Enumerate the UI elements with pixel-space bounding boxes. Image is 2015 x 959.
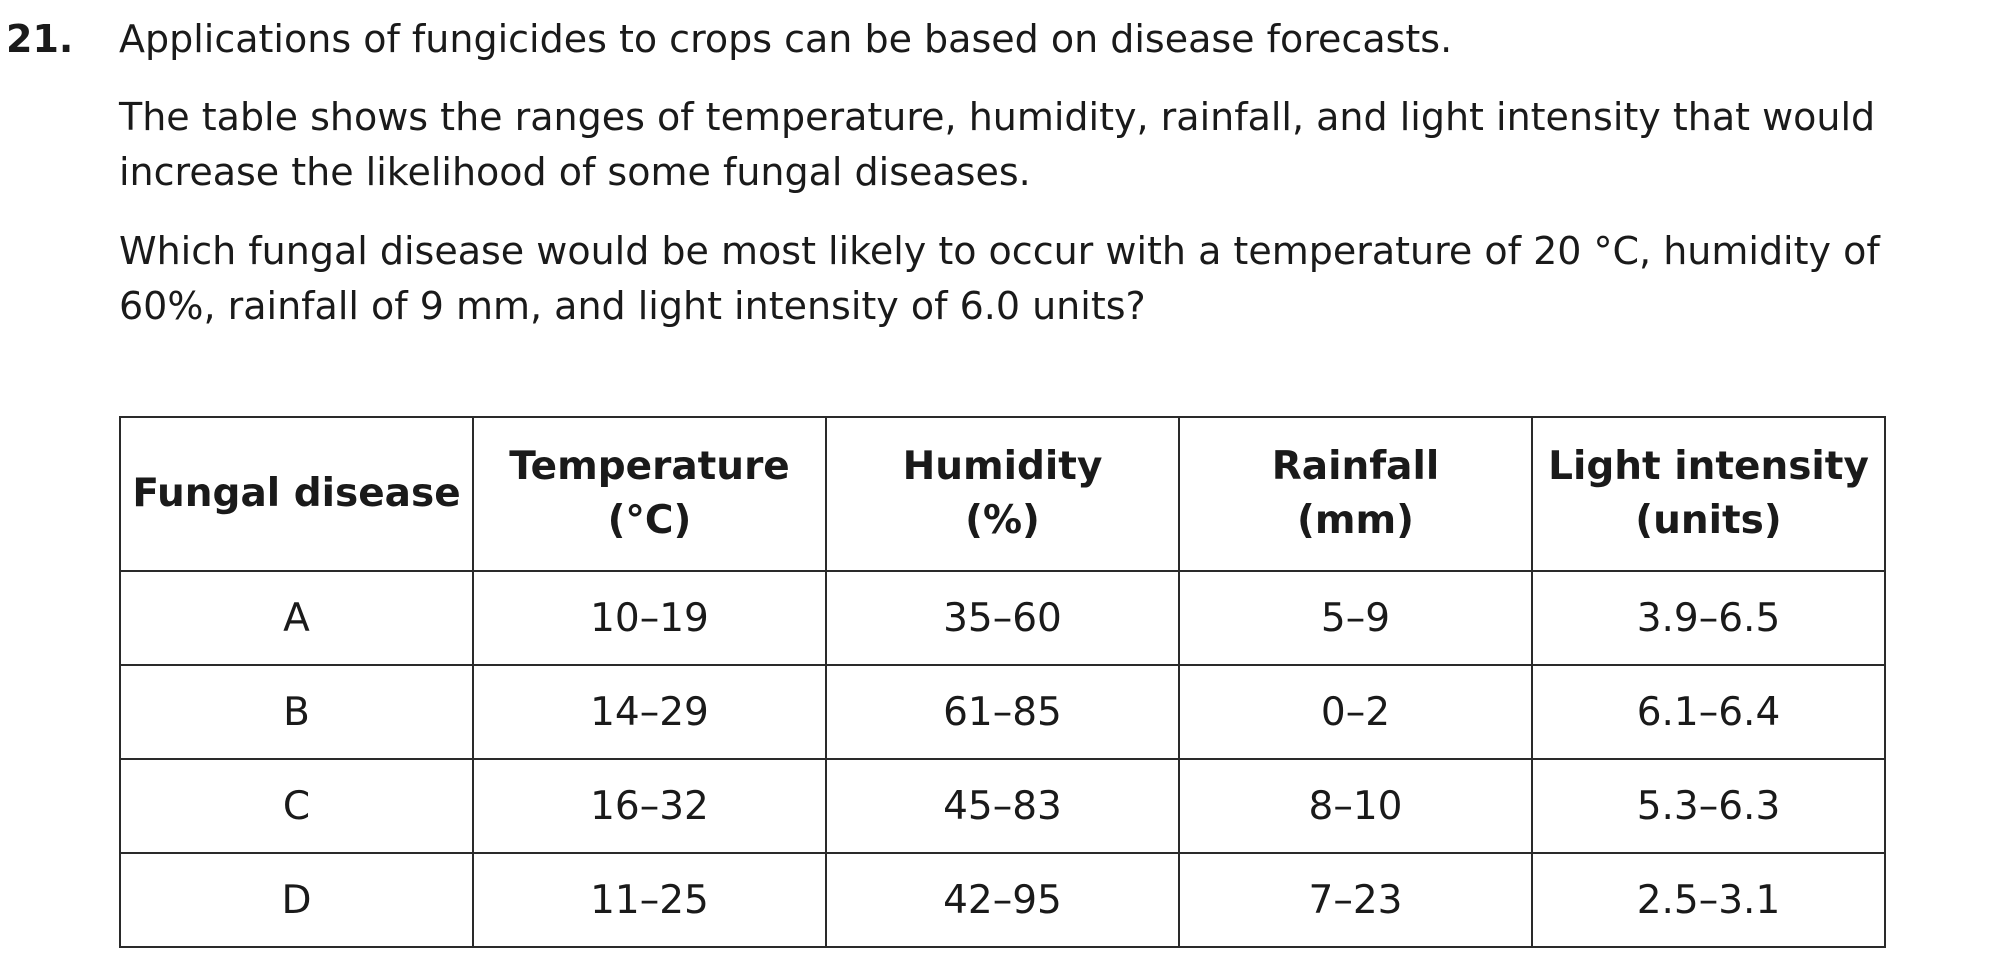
header-temperature <box>473 417 826 571</box>
header-unit: (mm) <box>1297 498 1414 543</box>
table-row <box>120 571 1885 665</box>
table-cell: 61–85 <box>826 665 1179 759</box>
header-humidity <box>826 417 1179 571</box>
header-rainfall <box>1179 417 1532 571</box>
table-cell: A <box>120 571 473 665</box>
table-row <box>120 853 1885 947</box>
header-label: Temperature <box>509 444 790 489</box>
table-cell: D <box>120 853 473 947</box>
header-label: Humidity <box>902 444 1103 489</box>
table-cell: 42–95 <box>826 853 1179 947</box>
table-cell: 11–25 <box>473 853 826 947</box>
table-cell: B <box>120 665 473 759</box>
table-cell: 5–9 <box>1179 571 1532 665</box>
header-unit: (%) <box>965 498 1040 543</box>
table-cell: 10–19 <box>473 571 826 665</box>
table-cell: 8–10 <box>1179 759 1532 853</box>
question-number: 21. <box>6 17 74 61</box>
table-cell: 16–32 <box>473 759 826 853</box>
fungal-disease-table <box>119 416 1886 948</box>
table-cell: 6.1–6.4 <box>1532 665 1885 759</box>
table-row <box>120 759 1885 853</box>
header-unit: (°C) <box>607 498 692 543</box>
header-unit: (units) <box>1635 498 1782 543</box>
table-cell: 2.5–3.1 <box>1532 853 1885 947</box>
header-light-intensity <box>1532 417 1885 571</box>
question-context: The table shows the ranges of temperature, humidity, rainfall, and light intensity that would increase the likelihood of some fungal diseases. <box>119 95 1876 194</box>
table-cell: 0–2 <box>1179 665 1532 759</box>
table-cell: C <box>120 759 473 853</box>
table-cell: 35–60 <box>826 571 1179 665</box>
table-cell: 14–29 <box>473 665 826 759</box>
header-fungal-disease <box>120 417 473 571</box>
question-prompt: Which fungal disease would be most likely to occur with a temperature of 20 °C, humidity of 60%, rainfall of 9 mm, and light intensity of 6.0 units? <box>119 229 1880 328</box>
table-cell: 7–23 <box>1179 853 1532 947</box>
table-cell: 3.9–6.5 <box>1532 571 1885 665</box>
table-cell: 5.3–6.3 <box>1532 759 1885 853</box>
header-label: Rainfall <box>1271 444 1440 489</box>
header-label: Light intensity <box>1548 444 1869 489</box>
table-cell: 45–83 <box>826 759 1179 853</box>
table-row <box>120 665 1885 759</box>
table-header-row <box>120 417 1885 571</box>
question-intro: Applications of fungicides to crops can be based on disease forecasts. <box>119 17 1453 61</box>
header-label: Fungal disease <box>132 471 461 516</box>
